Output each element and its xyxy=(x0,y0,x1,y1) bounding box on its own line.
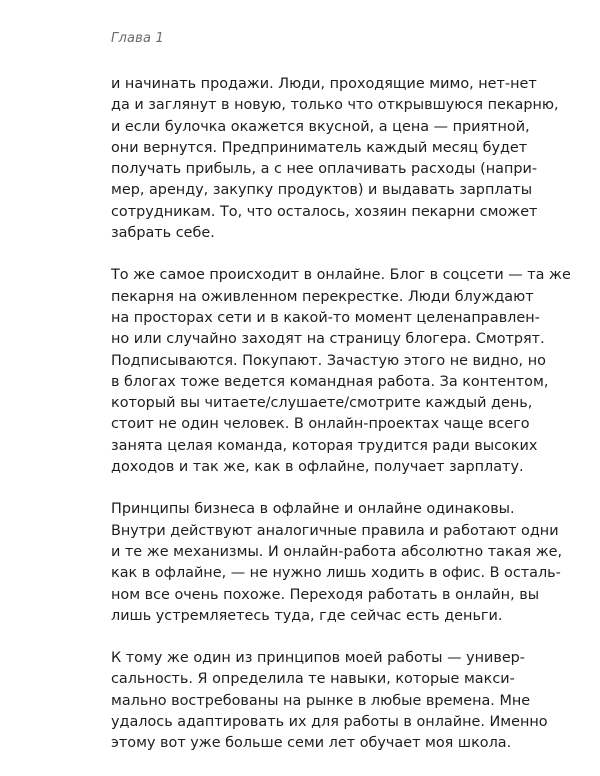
text-line: Принципы бизнеса в офлайне и онлайне одинаковы. xyxy=(111,501,515,518)
paragraph-1 xyxy=(111,74,559,244)
text-line: этому вот уже больше семи лет обучает моя школа. xyxy=(111,735,512,752)
text-line: занята целая команда, которая трудится ради высоких xyxy=(111,437,538,454)
text-line: и если булочка окажется вкусной, а цена — приятной, xyxy=(111,118,530,135)
text-line: получать прибыль, а с нее оплачивать расходы (напри- xyxy=(111,161,538,178)
text-line: мер, аренду, закупку продуктов) и выдавать зарплаты xyxy=(111,182,533,199)
text-line: но или случайно заходят на страницу блогера. Смотрят. xyxy=(111,331,545,348)
paragraph-2 xyxy=(111,265,571,478)
text-line: забрать себе. xyxy=(111,225,215,242)
text-line: в блогах тоже ведется командная работа. За контентом, xyxy=(111,373,549,390)
text-line: как в офлайне, — не нужно лишь ходить в офис. В осталь- xyxy=(111,565,561,582)
text-line: сотрудникам. То, что осталось, хозяин пекарни сможет xyxy=(111,203,538,220)
paragraph-4 xyxy=(111,648,548,754)
text-line: удалось адаптировать их для работы в онлайне. Именно xyxy=(111,714,548,731)
text-line: Внутри действуют аналогичные правила и работают одни xyxy=(111,522,559,539)
text-line: К тому же один из принципов моей работы — универ- xyxy=(111,650,526,667)
text-line: Подписываются. Покупают. Зачастую этого не видно, но xyxy=(111,352,546,369)
body-text xyxy=(111,74,571,776)
text-line: сальность. Я определила те навыки, которые макси- xyxy=(111,671,515,688)
text-line: стоит не один человек. В онлайн-проектах чаще всего xyxy=(111,416,530,433)
text-line: они вернутся. Предприниматель каждый месяц будет xyxy=(111,139,528,156)
text-line: который вы читаете/слушаете/смотрите каждый день, xyxy=(111,395,533,412)
text-line: пекарня на оживленном перекрестке. Люди блуждают xyxy=(111,288,534,305)
paragraph-3 xyxy=(111,499,563,627)
running-header: Глава 1 xyxy=(111,31,164,46)
text-line: да и заглянут в новую, только что открывшуюся пекарню, xyxy=(111,97,559,114)
text-line: на просторах сети и в какой-то момент целенаправлен- xyxy=(111,309,540,326)
text-line: и те же механизмы. И онлайн-работа абсолютно такая же, xyxy=(111,543,563,560)
text-line: ном все очень похоже. Переходя работать в онлайн, вы xyxy=(111,586,540,603)
text-line: То же самое происходит в онлайне. Блог в соцсети — та же xyxy=(111,267,571,284)
text-line: и начинать продажи. Люди, проходящие мимо, нет-нет xyxy=(111,76,537,92)
text-line: лишь устремляетесь туда, где сейчас есть деньги. xyxy=(111,607,503,624)
text-line: доходов и так же, как в офлайне, получает зарплату. xyxy=(111,459,524,476)
text-line: мально востребованы на рынке в любые времена. Мне xyxy=(111,692,531,709)
